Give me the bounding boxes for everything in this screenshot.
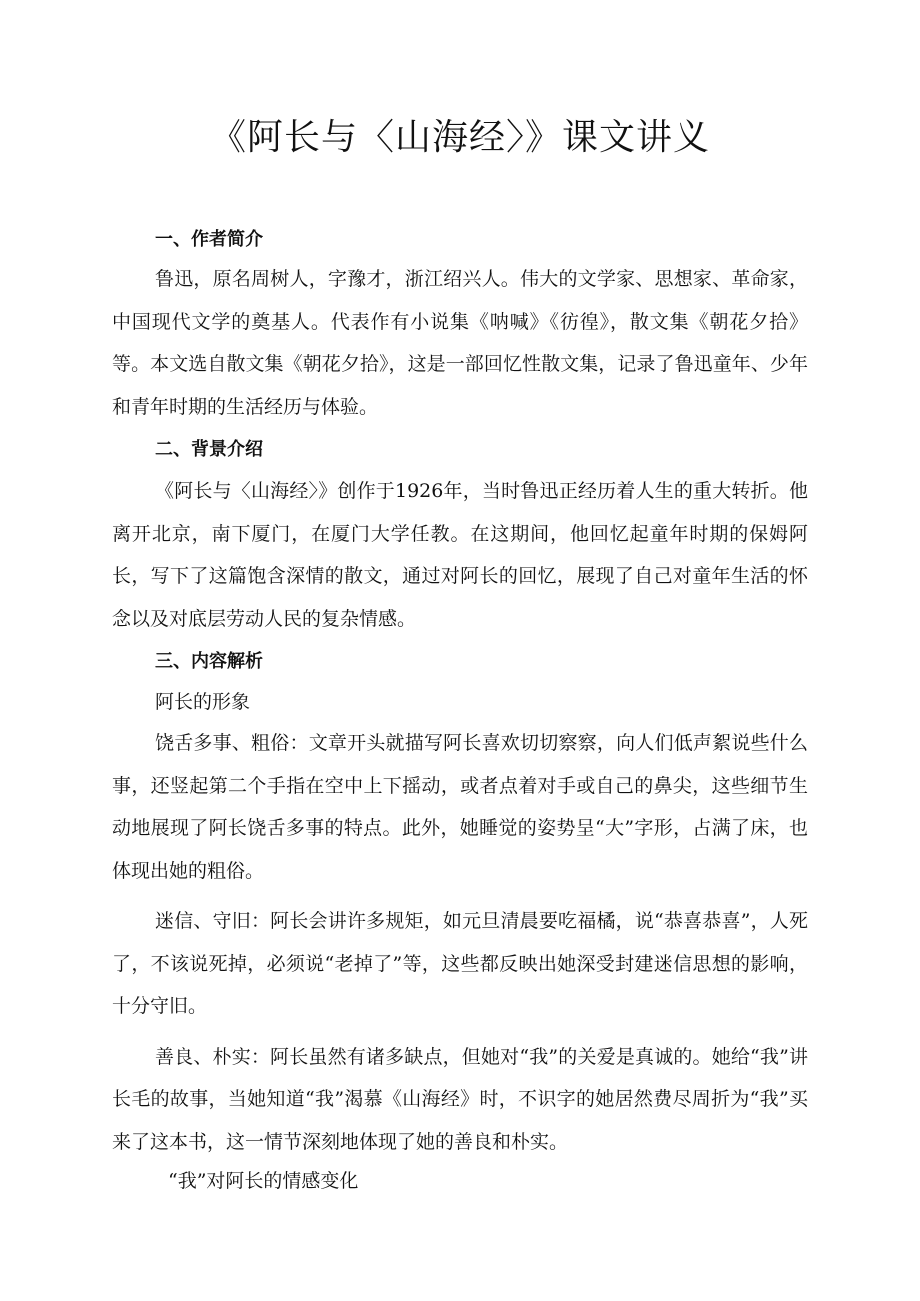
subheading-ah-chang-image: 阿长的形象 — [155, 691, 251, 713]
paragraph-background: 《阿长与〈山海经〉》创作于1926年，当时鲁迅正经历着人生的重大转折。他离开北京，南下厦门，在厦门大学任教。在这期间，他回忆起童年时期的保姆阿长，写下了这篇饱含深情的散文，通过对阿长的回忆，展现了自己对童年生活的怀念以及对底层劳动人民的复杂情感。 — [112, 480, 808, 630]
paragraph-superstitious: 迷信、守旧：阿长会讲许多规矩，如元旦清晨要吃福橘，说“恭喜恭喜”，人死了，不该说死掉，必须说“老掉了”等，这些都反映出她深受封建迷信思想的影响，十分守旧。 — [112, 910, 808, 1017]
subheading-emotion-change: “我”对阿长的情感变化 — [168, 1170, 359, 1192]
section-heading-content: 三、内容解析 — [155, 651, 263, 672]
paragraph-talkative-vulgar: 饶舌多事、粗俗：文章开头就描写阿长喜欢切切察察，向人们低声絮说些什么事，还竖起第二个手指在空中上下摇动，或者点着对手或自己的鼻尖，这些细节生动地展现了阿长饶舌多事的特点。此外，她睡觉的姿势呈“大”字形，占满了床，也体现出她的粗俗。 — [112, 732, 808, 882]
section-heading-author: 一、作者简介 — [155, 229, 263, 250]
paragraph-author-intro: 鲁迅，原名周树人，字豫才，浙江绍兴人。伟大的文学家、思想家、革命家，中国现代文学的奠基人。代表作有小说集《呐喊》《彷徨》，散文集《朝花夕拾》等。本文选自散文集《朝花夕拾》，这是一部回忆性散文集，记录了鲁迅童年、少年和青年时期的生活经历与体验。 — [112, 268, 808, 418]
document-title: 《阿长与〈山海经〉》课文讲义 — [209, 117, 710, 158]
paragraph-kind-simple: 善良、朴实：阿长虽然有诸多缺点，但她对“我”的关爱是真诚的。她给“我”讲长毛的故事，当她知道“我”渴慕《山海经》时，不识字的她居然费尽周折为“我”买来了这本书，这一情节深刻地体现了她的善良和朴实。 — [112, 1045, 808, 1153]
document-body — [112, 222, 808, 1199]
section-heading-background: 二、背景介绍 — [155, 439, 263, 460]
